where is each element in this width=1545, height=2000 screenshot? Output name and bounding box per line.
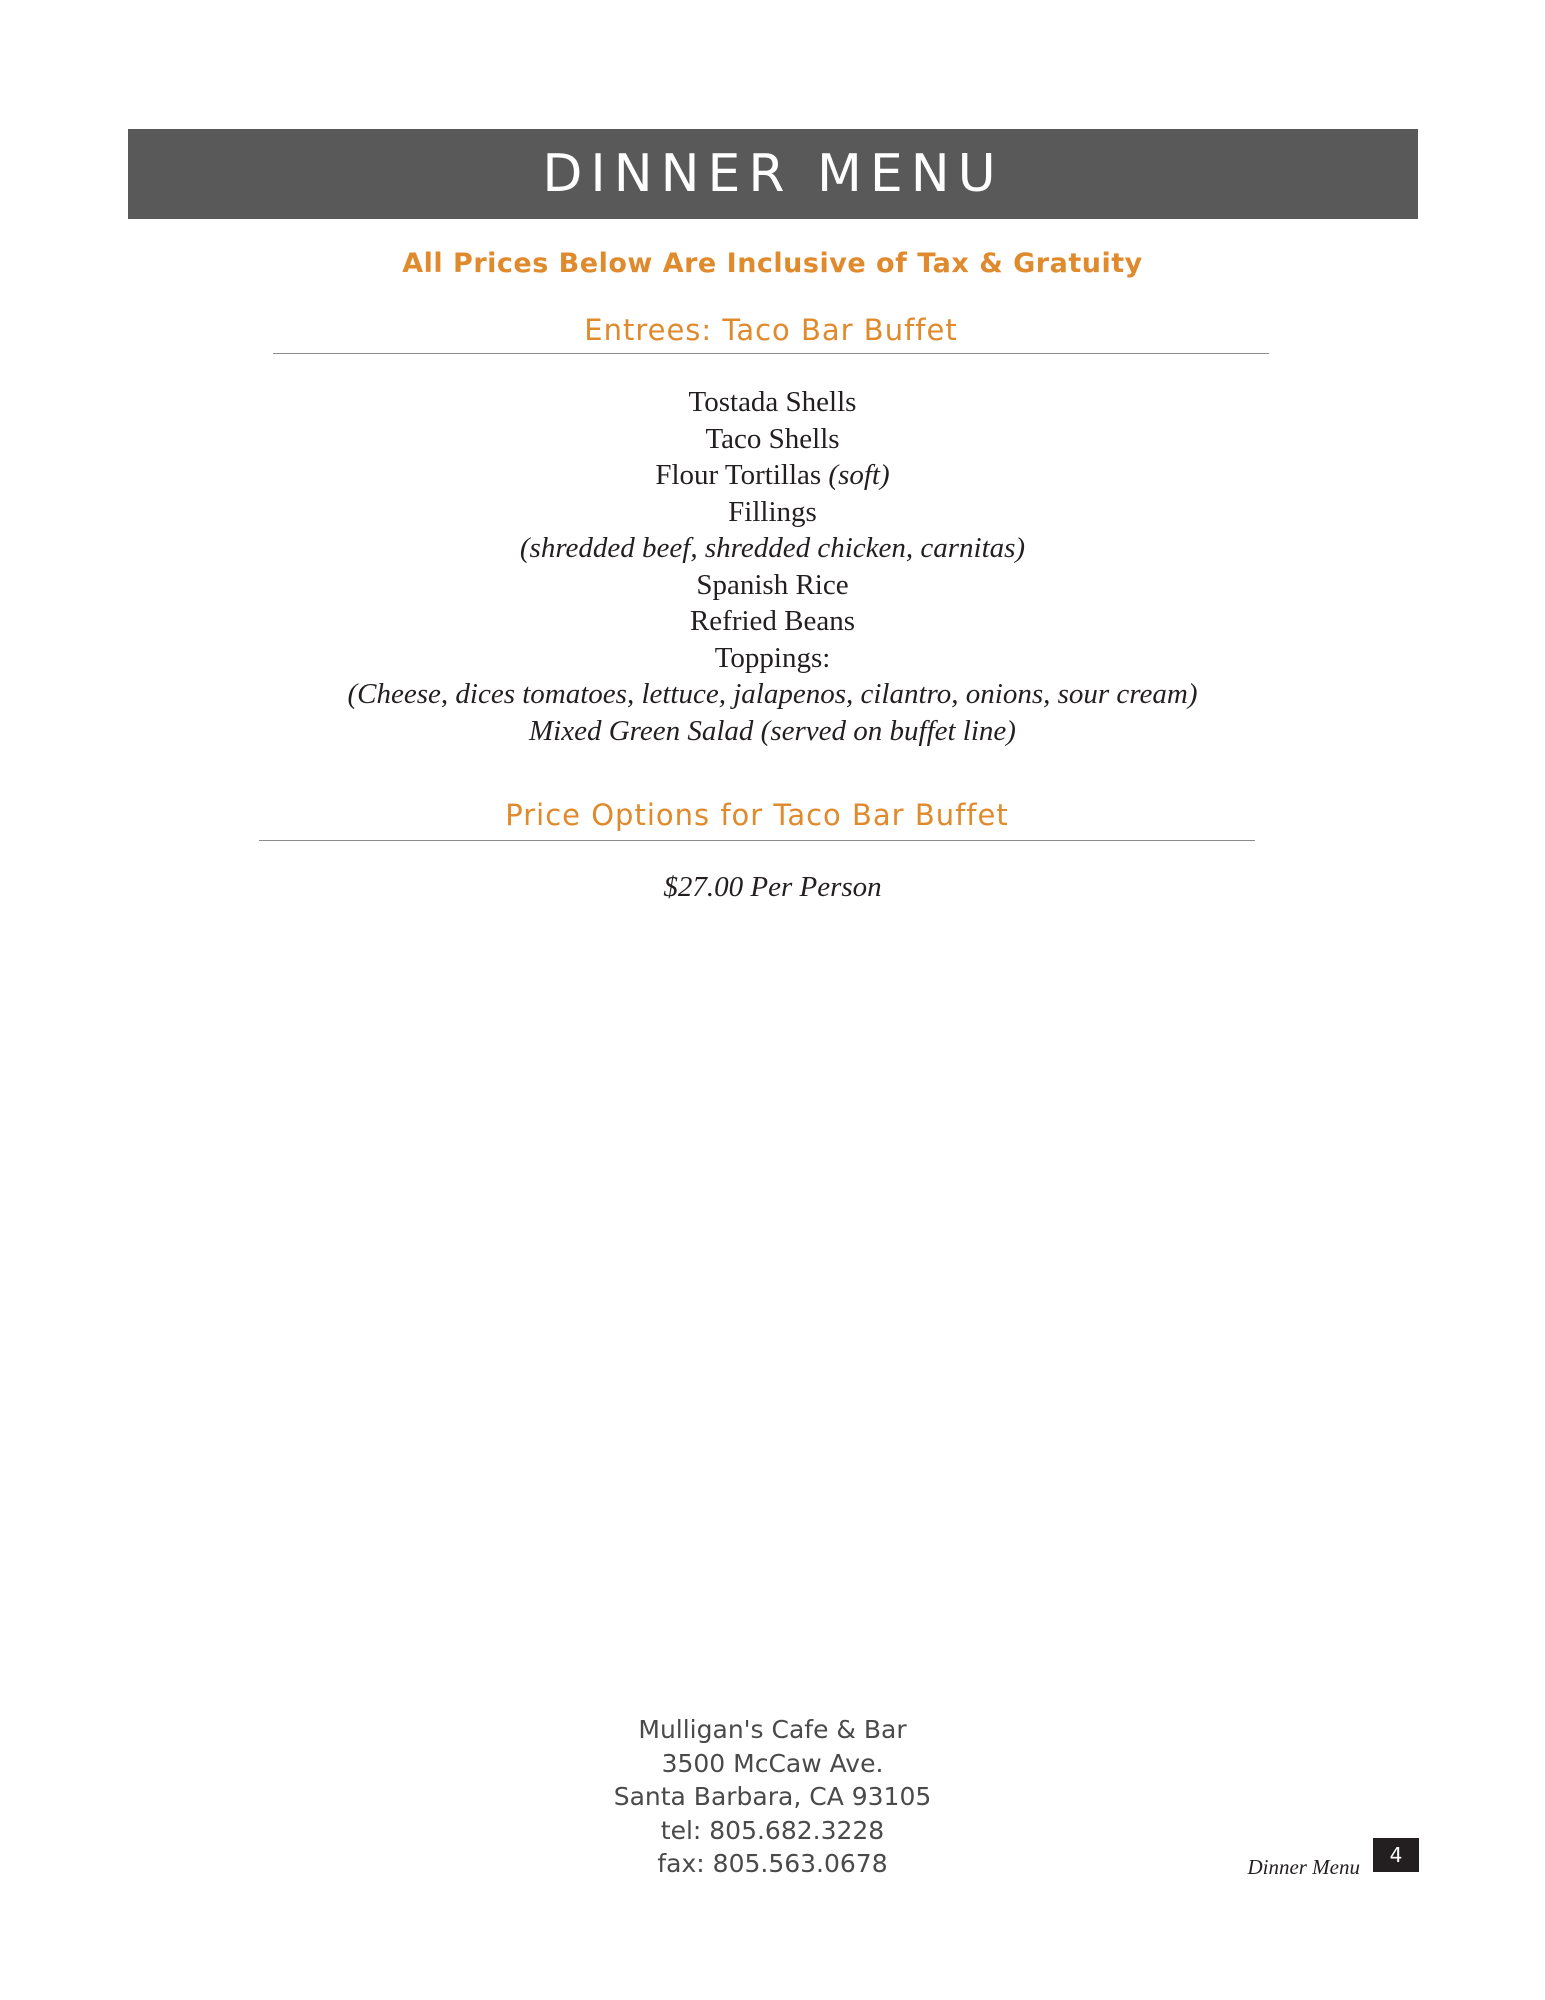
price-options-heading: Price Options for Taco Bar Buffet <box>505 798 1009 832</box>
entrees-divider <box>273 353 1269 354</box>
menu-item-taco: Taco Shells <box>705 422 840 455</box>
footer-tel: tel: 805.682.3228 <box>660 1815 885 1845</box>
menu-item-rice: Spanish Rice <box>696 568 849 601</box>
menu-item-tostada: Tostada Shells <box>688 386 857 418</box>
menu-item-flour <box>0 457 1545 494</box>
menu-item-fillings-note: (shredded beef, shredded chicken, carnitas) <box>519 532 1026 564</box>
footer-business-name: Mulligan's Cafe & Bar <box>638 1715 907 1744</box>
price-note: All Prices Below Are Inclusive of Tax & Gratuity <box>402 248 1143 279</box>
entree-list <box>0 384 1545 749</box>
menu-item-toppings: Toppings: <box>714 641 831 674</box>
page-title: DINNER MENU <box>542 144 1004 204</box>
menu-item-fillings: Fillings <box>728 495 817 528</box>
page-number-badge <box>1373 1838 1419 1872</box>
footer-city: Santa Barbara, CA 93105 <box>613 1782 932 1811</box>
menu-item-salad: Mixed Green Salad (served on buffet line) <box>529 714 1016 747</box>
footer-page-label: Dinner Menu <box>1247 1855 1360 1879</box>
menu-item-flour-note: (soft) <box>828 459 890 491</box>
price-per-person: $27.00 Per Person <box>663 871 882 903</box>
menu-item-beans: Refried Beans <box>689 605 856 637</box>
entrees-heading: Entrees: Taco Bar Buffet <box>584 313 958 347</box>
page-number: 4 <box>1389 1843 1403 1867</box>
price-options-divider <box>259 840 1255 841</box>
footer-fax: fax: 805.563.0678 <box>657 1849 888 1878</box>
footer-street: 3500 McCaw Ave. <box>661 1748 884 1778</box>
menu-item-toppings-note: (Cheese, dices tomatoes, lettuce, jalapenos, cilantro, onions, sour cream) <box>347 678 1198 710</box>
menu-item-flour-label: Flour Tortillas <box>655 459 829 491</box>
header-banner <box>128 129 1418 219</box>
